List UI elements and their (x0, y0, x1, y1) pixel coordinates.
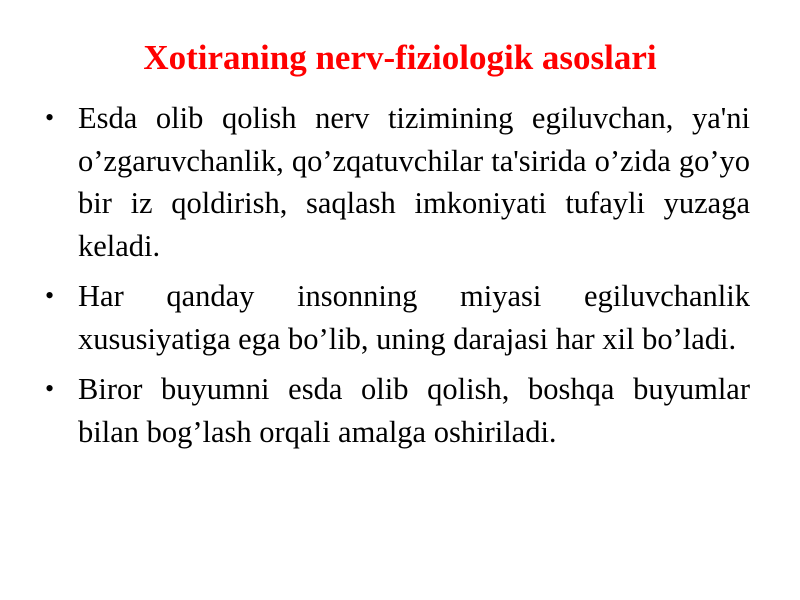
bullet-item (45, 97, 750, 267)
bullet-text: Har qanday insonning miyasi egiluvchanlik xususiyatiga ega bo’lib, uning darajasi har xil bo’ladi. (78, 279, 750, 356)
slide-title: Xotiraning nerv-fiziologik asoslari (143, 38, 657, 77)
bullet-icon: • (45, 281, 55, 310)
bullet-item (45, 275, 750, 360)
bullet-text: Biror buyumni esda olib qolish, boshqa buyumlar bilan bog’lash orqali amalga oshiriladi. (78, 372, 750, 449)
bullet-icon: • (45, 103, 55, 132)
bullet-text: Esda olib qolish nerv tizimining egiluvchan, ya'ni o’zgaruvchanlik, qo’zqatuvchilar ta'sirida o’zida go’yo bir iz qoldirish, saqlash imkoniyati tufayli yuzaga keladi. (78, 101, 750, 263)
bullet-icon: • (45, 374, 55, 403)
bullet-item (45, 368, 750, 453)
bullet-list (45, 97, 750, 461)
